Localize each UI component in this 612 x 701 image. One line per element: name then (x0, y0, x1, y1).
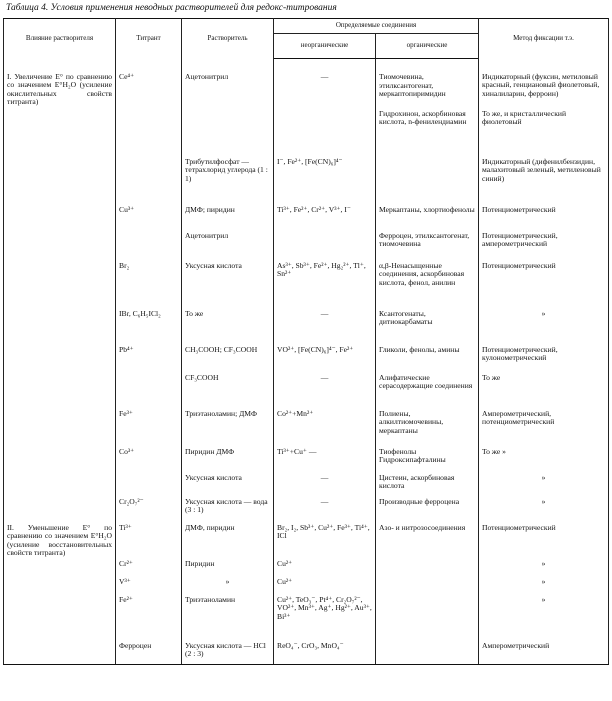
cell-method: Потенциометрический (479, 261, 609, 309)
table-row (4, 309, 609, 345)
cell-method: То же » (479, 447, 609, 473)
cell-influence (4, 373, 116, 409)
table-row (4, 157, 609, 205)
cell-titrant: Fe³⁺ (116, 409, 182, 447)
cell-organic: Тиофенолы Гидроксипафталины (376, 447, 479, 473)
header-influence: Влияние растворителя (4, 19, 116, 59)
cell-inorganic: — (274, 373, 376, 409)
cell-solvent: Уксусная кислота — HCl (2 : 3) (182, 641, 274, 665)
cell-organic: Гидрохинон, аскорбиновая кислота, n-фенилендиамин (376, 109, 479, 157)
cell-solvent: Уксусная кислота (182, 261, 274, 309)
cell-influence (4, 641, 116, 665)
table-row (4, 345, 609, 373)
table-row (4, 641, 609, 665)
cell-method: Амперометрический, потенциометрический (479, 409, 609, 447)
cell-influence (4, 345, 116, 373)
cell-inorganic: Cu²⁺, TeO₃⁻, Pt⁴⁺, Cr₂O₇²⁻, VO²⁺, Mn³⁺, Ag⁺, Hg²⁺, Au³⁺, Bi³⁺ (274, 595, 376, 641)
cell-influence (4, 409, 116, 447)
cell-inorganic: Ti³⁺+Cu⁺ — (274, 447, 376, 473)
table-row (4, 559, 609, 577)
cell-inorganic (274, 109, 376, 157)
cell-method: Индикаторный (дифенилбензидин, малахитовый зеленый, метиленовый синий) (479, 157, 609, 205)
cell-titrant: Ti³⁺ (116, 523, 182, 559)
cell-influence: II. Уменьшение E° по сравнению со значением E°H₂O (усиление восстановительных свойств титранта) (4, 523, 116, 559)
header-solvent: Растворитель (182, 19, 274, 59)
cell-method: » (479, 577, 609, 595)
cell-influence: I. Увеличение E° по сравнению со значением E°H₂O (усиление окислительных свойств титранта) (4, 59, 116, 109)
cell-method: » (479, 473, 609, 497)
cell-inorganic: — (274, 309, 376, 345)
cell-organic (376, 559, 479, 577)
cell-method: Амперометрический (479, 641, 609, 665)
cell-organic: α,β-Ненасыщенные соединения, аскорбиновая кислота, фенол, анилин (376, 261, 479, 309)
cell-organic (376, 157, 479, 205)
cell-organic: Цистеин, аскорбиновая кислота (376, 473, 479, 497)
cell-titrant: Br₂ (116, 261, 182, 309)
cell-inorganic: VO²⁺, [Fe(CN)₆]⁴⁻, Fe²⁺ (274, 345, 376, 373)
cell-titrant: V³⁺ (116, 577, 182, 595)
cell-solvent: Пиридин ДМФ (182, 447, 274, 473)
cell-organic: Тиомочевина, этилксантогенат, меркаптопиримидин (376, 59, 479, 109)
cell-method: Потенциометрический, кулонометрический (479, 345, 609, 373)
redox-table (3, 18, 609, 665)
table-row (4, 373, 609, 409)
cell-titrant (116, 157, 182, 205)
cell-organic: Ксантогенаты, дитиокарбаматы (376, 309, 479, 345)
cell-solvent: ДМФ, пиридин (182, 523, 274, 559)
cell-organic: Алифатические серасодержащие соединения (376, 373, 479, 409)
cell-influence (4, 559, 116, 577)
cell-inorganic: Cu²⁺ (274, 577, 376, 595)
cell-influence (4, 447, 116, 473)
table-row (4, 447, 609, 473)
cell-influence (4, 231, 116, 261)
cell-titrant: Fe²⁺ (116, 595, 182, 641)
cell-solvent: Трибутилфосфат — тетрахлорид углерода (1 : 1) (182, 157, 274, 205)
cell-titrant: Cr₂O₇²⁻ (116, 497, 182, 523)
cell-titrant: Co³⁺ (116, 447, 182, 473)
table-row (4, 409, 609, 447)
cell-titrant: IBr, C₆H₅ICl₂ (116, 309, 182, 345)
table-row (4, 595, 609, 641)
cell-solvent (182, 109, 274, 157)
cell-influence (4, 109, 116, 157)
cell-organic: Меркаптаны, хлортиофенолы (376, 205, 479, 231)
table-caption: Таблица 4. Условия применения неводных растворителей для редокс-титрования (6, 3, 337, 13)
table-row (4, 59, 609, 109)
cell-inorganic: Cu²⁺ (274, 559, 376, 577)
cell-solvent: Ацетонитрил (182, 231, 274, 261)
cell-influence (4, 261, 116, 309)
cell-inorganic: I⁻, Fe²⁺, [Fe(CN)₆]⁴⁻ (274, 157, 376, 205)
cell-solvent: CH₃COOH; CF₃COOH (182, 345, 274, 373)
cell-organic: Ферроцен, этилксантогенат, тиомочевина (376, 231, 479, 261)
cell-method: » (479, 309, 609, 345)
cell-titrant (116, 231, 182, 261)
cell-inorganic: ReO₄⁻, CrO₃, MnO₄⁻ (274, 641, 376, 665)
cell-organic (376, 595, 479, 641)
cell-titrant (116, 473, 182, 497)
table-row (4, 109, 609, 157)
cell-organic (376, 641, 479, 665)
cell-inorganic: As³⁺, Sb³⁺, Fe²⁺, Hg₂²⁺, Tl⁺, Sn²⁺ (274, 261, 376, 309)
table-body (4, 59, 609, 665)
cell-titrant: Ферроцен (116, 641, 182, 665)
cell-solvent: Триэтаноламин (182, 595, 274, 641)
cell-organic (376, 577, 479, 595)
cell-method: То же (479, 373, 609, 409)
cell-influence (4, 473, 116, 497)
cell-method: » (479, 595, 609, 641)
cell-inorganic: — (274, 473, 376, 497)
cell-method: » (479, 559, 609, 577)
cell-influence (4, 497, 116, 523)
cell-solvent: Уксусная кислота — вода (3 : 1) (182, 497, 274, 523)
cell-solvent: То же (182, 309, 274, 345)
cell-inorganic: Co²⁺+Mn²⁺ (274, 409, 376, 447)
header-method: Метод фиксации т.э. (479, 19, 609, 59)
cell-method: Потенциометрический (479, 523, 609, 559)
cell-inorganic (274, 231, 376, 261)
cell-organic: Полиены, алкилтиомочевины, меркаптаны (376, 409, 479, 447)
table-row (4, 497, 609, 523)
cell-titrant: Pb⁴⁺ (116, 345, 182, 373)
cell-solvent: Ацетонитрил (182, 59, 274, 109)
header-titrant: Титрант (116, 19, 182, 59)
cell-method: То же, и кристаллический фиолетовый (479, 109, 609, 157)
table-row (4, 261, 609, 309)
table-row (4, 523, 609, 559)
cell-solvent: Пиридин (182, 559, 274, 577)
cell-inorganic: — (274, 497, 376, 523)
cell-organic: Гликоли, фенолы, амины (376, 345, 479, 373)
cell-influence (4, 577, 116, 595)
cell-titrant (116, 373, 182, 409)
header-determined: Определяемые соединения (274, 19, 479, 34)
cell-solvent: CF₃COOH (182, 373, 274, 409)
cell-method: Потенциометрический (479, 205, 609, 231)
header-inorganic: неорганические (274, 34, 376, 59)
cell-solvent: » (182, 577, 274, 595)
table-row (4, 205, 609, 231)
cell-method: » (479, 497, 609, 523)
cell-organic: Азо- и нитрозосоединения (376, 523, 479, 559)
table-row (4, 577, 609, 595)
header-organic: органические (376, 34, 479, 59)
cell-influence (4, 309, 116, 345)
table-row (4, 473, 609, 497)
table-row (4, 231, 609, 261)
cell-organic: Производные ферроцена (376, 497, 479, 523)
cell-solvent: Уксусная кислота (182, 473, 274, 497)
cell-method: Потенциометрический, амперометрический (479, 231, 609, 261)
cell-titrant: Ce⁴⁺ (116, 59, 182, 109)
cell-titrant: Cr²⁺ (116, 559, 182, 577)
cell-titrant: Cu³⁺ (116, 205, 182, 231)
cell-inorganic: Ti³⁺, Fe²⁺, Cr²⁺, V³⁺, I⁻ (274, 205, 376, 231)
cell-titrant (116, 109, 182, 157)
cell-inorganic: — (274, 59, 376, 109)
cell-influence (4, 157, 116, 205)
cell-influence (4, 205, 116, 231)
cell-solvent: ДМФ; пиридин (182, 205, 274, 231)
cell-method: Индикаторный (фуксин, метиловый красный, генциановый фиолетовый, хиналиларин, ферроин) (479, 59, 609, 109)
cell-inorganic: Br₂, I₂, Sb³⁺, Cu²⁺, Fe³⁺, Ti⁴⁺, ICl (274, 523, 376, 559)
cell-influence (4, 595, 116, 641)
cell-solvent: Триэтаноламин; ДМФ (182, 409, 274, 447)
